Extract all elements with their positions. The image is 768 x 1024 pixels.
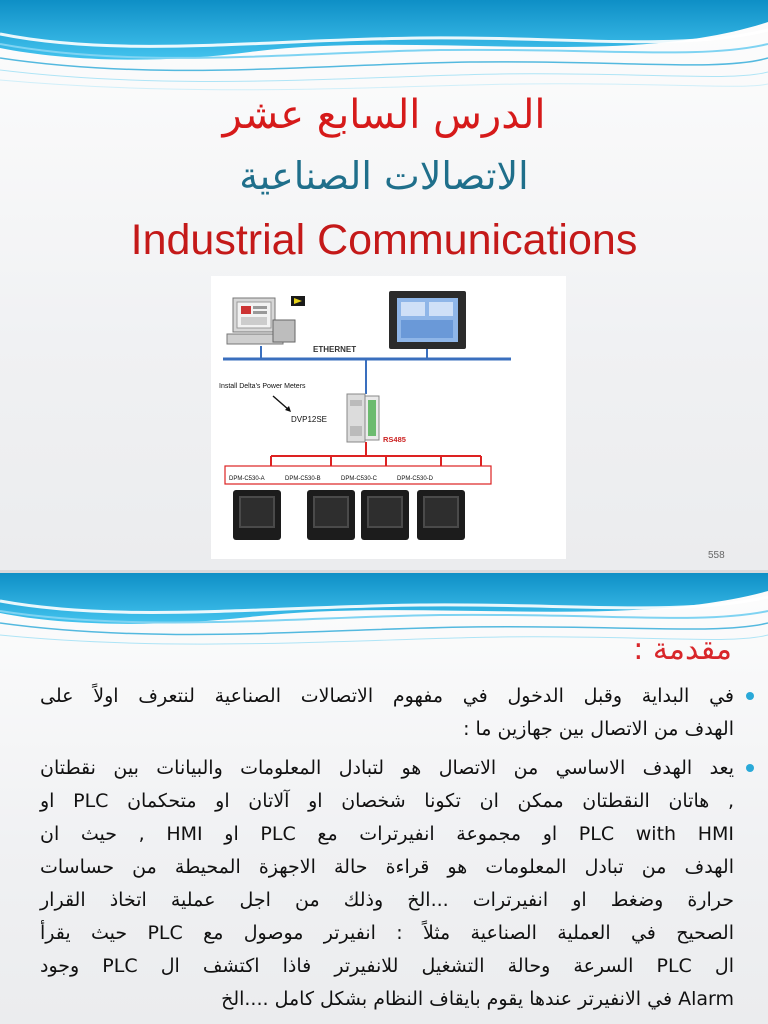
meter-label-d: DPM-C530-D (397, 476, 434, 482)
plc-model-label: DVP12SE (291, 415, 328, 424)
bullet-line: يعد الهدف الاساسي من الاتصال هو لتبادل المعلومات والبيانات بين نقطتان (40, 757, 734, 779)
plc-icon (347, 394, 379, 442)
bullet-line: الصحيح في العملية الصناعية مثلاً : انفيرتر موصول مع PLC حيث يقرأ (40, 922, 734, 944)
header-wave-decoration (0, 0, 768, 95)
lesson-subtitle: الاتصالات الصناعية (239, 154, 529, 198)
rs485-label: RS485 (383, 435, 406, 444)
bullet-line: ال PLC السرعة وحالة التشغيل للانفيرتر فاذا اكتشف ال PLC وجود (40, 955, 734, 977)
power-meter-icon (361, 490, 409, 540)
bullet-line: الهدف من تبادل المعلومات هو قراءة حالة الاجهزة المحيطة من حساسات (40, 856, 734, 878)
network-diagram (211, 276, 566, 559)
bullet-dot-icon (746, 764, 754, 772)
power-meter-icon (307, 490, 355, 540)
lesson-title: الدرس السابع عشر (222, 92, 546, 138)
power-meter-icon (417, 490, 465, 540)
ethernet-label: ETHERNET (313, 345, 357, 354)
intro-heading: مقدمة : (633, 632, 732, 667)
bullet-line: Alarm في الانفيرتر عندها يقوم بايقاف النظام بشكل كامل ....الخ (221, 988, 734, 1010)
bullet-line: في البداية وقبل الدخول في مفهوم الاتصالات الصناعية لنتعرف اولاً على (40, 685, 734, 707)
hmi-screen-icon (389, 291, 466, 349)
pc-icon (227, 296, 305, 344)
bullet-dot-icon (746, 692, 754, 700)
bullet-line: حرارة وضغط او انفيرترات ...الخ وذلك من اجل عملية اتخاذ القرار (40, 889, 734, 911)
bullet-item (40, 680, 734, 746)
meter-label-b: DPM-C530-B (285, 476, 321, 482)
bullet-line: الهدف من الاتصال بين جهازين ما : (463, 718, 734, 740)
bullet-item (40, 752, 734, 1016)
meter-label-c: DPM-C530-C (341, 476, 378, 482)
bullet-list (40, 680, 734, 1016)
install-note: Install Delta's Power Meters (219, 383, 306, 390)
page-number: 558 (708, 550, 725, 561)
english-title: Industrial Communications (130, 216, 638, 264)
bullet-line: PLC with HMI او مجموعة انفيرترات مع PLC او HMI , حيث ان (40, 823, 734, 845)
bullet-line: , هاتان النقطتان ممكن ان تكونا شخصان او آلاتان او متحكمان PLC او (40, 790, 734, 812)
meter-label-a: DPM-C530-A (229, 476, 265, 482)
power-meter-icon (233, 490, 281, 540)
